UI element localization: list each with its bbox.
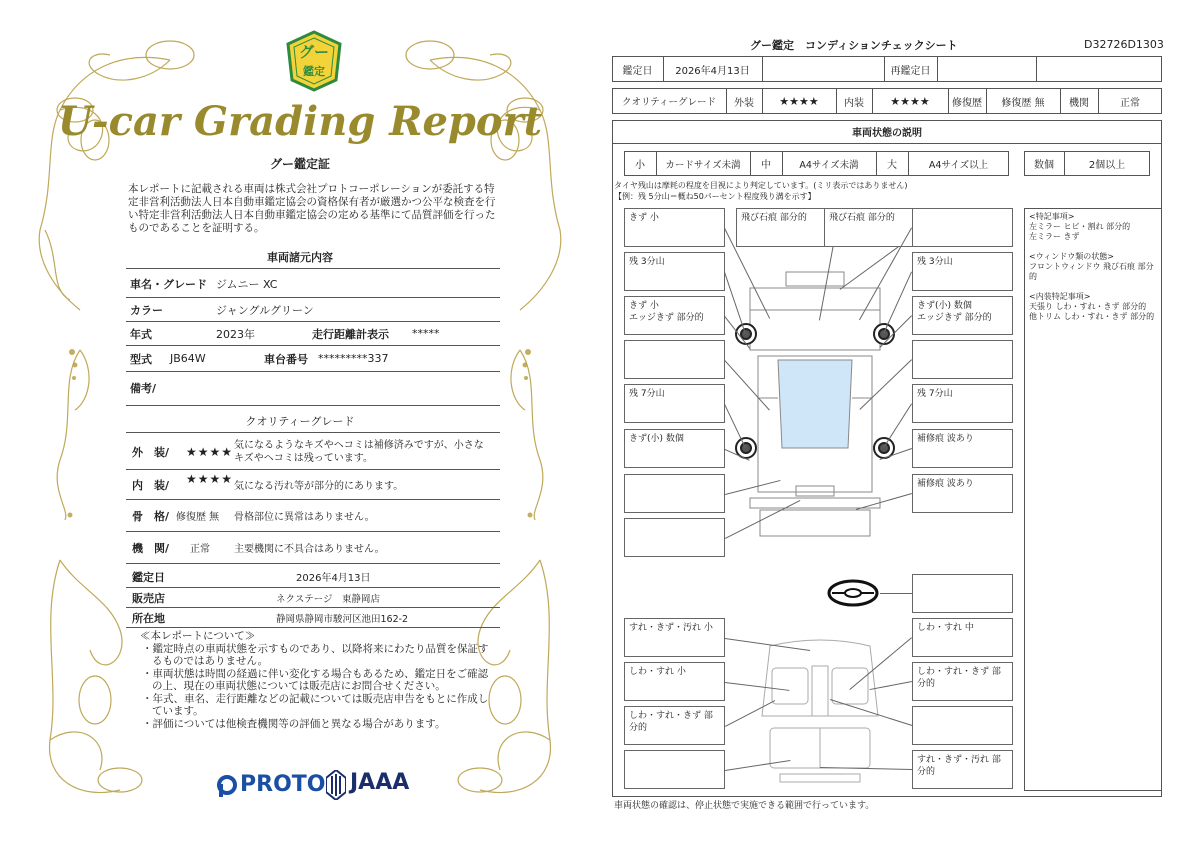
grade-engine-label: 機 関/: [132, 541, 170, 555]
spec-row-name: [126, 270, 500, 298]
reinspect-label: 再鑑定日: [890, 65, 931, 77]
spec-model-label: 型式: [130, 352, 152, 366]
grade-row-frame: [126, 500, 500, 532]
left-callout-box: 残 3分山: [624, 252, 725, 291]
interior-callout-box: すれ・きず・汚れ 小: [624, 618, 725, 657]
special-note-line: 天張り しわ・すれ・きず 部分的: [1029, 302, 1147, 311]
special-note-line: 左ミラー ヒビ・割れ 部分的: [1029, 222, 1131, 231]
spec-chassis-value: *********337: [318, 352, 389, 365]
size-large: 大: [887, 160, 897, 171]
badge-line2: 鑑定: [303, 65, 325, 78]
grade-interior-stars: ★★★★: [186, 472, 234, 486]
goo-kantei-badge-icon: [284, 30, 344, 92]
notes-title: ≪本レポートについて≫: [140, 630, 256, 642]
grade-frame-text: 骨格部位に異常はありません。: [234, 512, 375, 523]
top-callout-box: 飛び石痕 部分的: [736, 208, 837, 247]
right-callout-box: きず(小) 数個 エッジきず 部分的: [912, 296, 1013, 335]
grade-frame-label: 骨 格/: [132, 509, 170, 523]
right-callout-box: 残 7分山: [912, 384, 1013, 423]
spec-color-value: ジャングルグリーン: [216, 303, 314, 317]
left-callout-box: [624, 474, 725, 513]
grade-frame-value: 修復歴 無: [176, 512, 220, 523]
interior-callout-box: [624, 750, 725, 789]
condition-check-sheet: [600, 0, 1200, 848]
right-callout-box: [912, 340, 1013, 379]
repair-value: 修復歴 無: [1001, 97, 1045, 109]
interior-callout-box: [912, 574, 1013, 613]
ext-stars: ★★★★: [779, 94, 819, 108]
left-callout-box: きず(小) 数個: [624, 429, 725, 468]
spec-name-label: 車名・グレード: [130, 277, 207, 291]
report-notes: [140, 630, 496, 730]
jaaa-mark-icon: [326, 770, 346, 800]
sheet-doc-id: D32726D1303: [1084, 38, 1164, 51]
grade-exterior-label: 外 装/: [132, 445, 170, 459]
left-callout-box: きず 小 エッジきず 部分的: [624, 296, 725, 335]
inspection-date-value: 2026年4月13日: [296, 573, 371, 584]
spec-chassis-label: 車台番号: [264, 352, 308, 366]
spec-name-value: ジムニー XC: [216, 277, 278, 291]
vehicle-exterior-diagram: [730, 268, 900, 542]
section-title: 車両状態の説明: [852, 128, 922, 139]
special-note-line: 他トリム しわ・すれ・きず 部分的: [1029, 312, 1155, 321]
sheet-footer: 車両状態の確認は、停止状態で実施できる範囲で行っています。: [614, 801, 875, 811]
certificate-title: グー鑑定証: [269, 157, 330, 171]
quality-label: クオリティーグレード: [621, 97, 717, 108]
date-value: 2026年4月13日: [675, 65, 750, 77]
interior-callout-box: しわ・すれ 中: [912, 618, 1013, 657]
sheet-title: グー鑑定 コンディションチェックシート: [750, 39, 958, 52]
size-small: 小: [635, 160, 645, 171]
size-small-desc: カードサイズ未満: [665, 159, 741, 171]
spec-model-value: JB64W: [170, 352, 206, 365]
interior-callout-box: [912, 706, 1013, 745]
interior-callout-box: すれ・きず・汚れ 部分的: [912, 750, 1013, 789]
note-item: ・評価については他検査機関等の評価と異なる場合があります。: [142, 717, 446, 730]
grade-interior-label: 内 装/: [132, 478, 170, 492]
leader-line: [880, 593, 912, 594]
specs-title: 車両諸元内容: [267, 251, 333, 264]
spec-row-year: [126, 322, 500, 346]
info-row-address: [126, 608, 500, 628]
dealer-label: 販売店: [132, 591, 165, 605]
grade-engine-value: 正常: [190, 544, 210, 555]
spec-color-label: カラー: [130, 303, 163, 317]
dealer-value: ネクステージ 東静岡店: [276, 593, 381, 605]
steering-wheel-icon: [826, 578, 880, 608]
int-label: 内装: [844, 97, 864, 109]
special-note-line: フロントウィンドウ 飛び石痕 部分的: [1029, 262, 1154, 281]
badge-line1: グー: [298, 43, 330, 61]
interior-callout-box: しわ・すれ・きず 部分的: [624, 706, 725, 745]
address-value: 静岡県静岡市駿河区池田162-2: [276, 613, 409, 625]
special-notes-panel: [1024, 208, 1162, 791]
spec-year-label: 年式: [130, 327, 152, 341]
inspection-date-label: 鑑定日: [132, 570, 165, 584]
special-note-line: [1029, 242, 1157, 252]
certificate-body: 本レポートに記載される車両は株式会社プロトコーポレーションが委託する特定非営利活動法人日本自動車鑑定協会の資格保有者が厳選かつ公平な検査を行い特定非営利活動法人日本自動車鑑定協会の定める基準にて品質評価を行ったものであることを証明する。: [128, 183, 496, 234]
grade-title: クオリティーグレード: [245, 415, 355, 428]
grade-interior-text: 気になる汚れ等が部分的にあります。: [234, 481, 404, 492]
note-item: ・車両状態は時間の経過に伴い変化する場合もあるため、鑑定日をご確認の上、現在の車両状態については販売店にお問合せください。: [142, 667, 489, 692]
grade-row-exterior: [126, 434, 500, 470]
interior-callout-box: しわ・すれ 小: [624, 662, 725, 701]
grade-row-engine: [126, 532, 500, 564]
date-label: 鑑定日: [622, 65, 653, 77]
ext-label: 外装: [734, 97, 754, 109]
special-note-line: <特記事項>: [1029, 212, 1075, 221]
note-item: ・年式、車名、走行距離などの記載については販売店申告をもとに作成しています。: [142, 692, 489, 717]
engine-label: 機関: [1069, 97, 1089, 109]
spec-row-color: [126, 298, 500, 322]
interior-callout-box: しわ・すれ・きず 部分的: [912, 662, 1013, 701]
info-row-date: [126, 566, 500, 588]
right-callout-box: 補修痕 波あり: [912, 429, 1013, 468]
proto-mark-icon: [216, 774, 238, 798]
count-value: 2個以上: [1088, 160, 1126, 171]
special-note-line: <ウィンドウ類の状態>: [1029, 252, 1114, 261]
spec-row-notes: [126, 372, 500, 406]
tire-note-1: タイヤ残山は摩耗の程度を目視により判定しています。(ミリ表示ではありません): [614, 181, 908, 190]
spec-mileage-label: 走行距離計表示: [312, 327, 389, 341]
grade-engine-text: 主要機関に不具合はありません。: [234, 544, 385, 555]
report-title: U-car Grading Report: [57, 98, 543, 145]
engine-value: 正常: [1120, 97, 1140, 109]
repair-label: 修復歴: [952, 97, 982, 109]
right-callout-box: [912, 208, 1013, 247]
special-note-line: 左ミラー きず: [1029, 232, 1080, 241]
tire-note-2: 【例：残 5分山＝概ね50パーセント程度残り溝を示す】: [614, 192, 816, 201]
address-label: 所在地: [132, 611, 165, 625]
jaaa-logo: JAAA: [350, 770, 410, 795]
right-callout-box: 補修痕 波あり: [912, 474, 1013, 513]
size-large-desc: A4サイズ以上: [928, 159, 989, 171]
left-callout-box: 残 7分山: [624, 384, 725, 423]
note-item: ・鑑定時点の車両状態を示すものであり、以降将来にわたり品質を保証するものではありません。: [142, 642, 489, 667]
count-label: 数個: [1034, 160, 1054, 171]
left-callout-box: [624, 340, 725, 379]
size-mid: 中: [761, 160, 771, 171]
right-callout-box: 残 3分山: [912, 252, 1013, 291]
proto-logo: PROTO: [240, 772, 326, 797]
grade-row-interior: [126, 470, 500, 500]
int-stars: ★★★★: [890, 94, 930, 108]
left-callout-box: [624, 518, 725, 557]
spec-year-value: 2023年: [216, 327, 255, 341]
info-row-dealer: [126, 588, 500, 608]
grade-exterior-stars: ★★★★: [186, 444, 234, 459]
left-callout-box: きず 小: [624, 208, 725, 247]
spec-row-model: [126, 346, 500, 372]
special-note-line: <内装特記事項>: [1029, 292, 1091, 301]
size-mid-desc: A4サイズ未満: [799, 159, 859, 171]
top-callout-box: 飛び石痕 部分的: [824, 208, 925, 247]
spec-notes-label: 備考/: [130, 382, 157, 395]
special-note-line: [1029, 282, 1157, 292]
spec-mileage-value: *****: [412, 327, 440, 340]
grade-exterior-text: 気になるようなキズやヘコミは補修済みですが、小さなキズやヘコミは残っています。: [234, 439, 484, 464]
